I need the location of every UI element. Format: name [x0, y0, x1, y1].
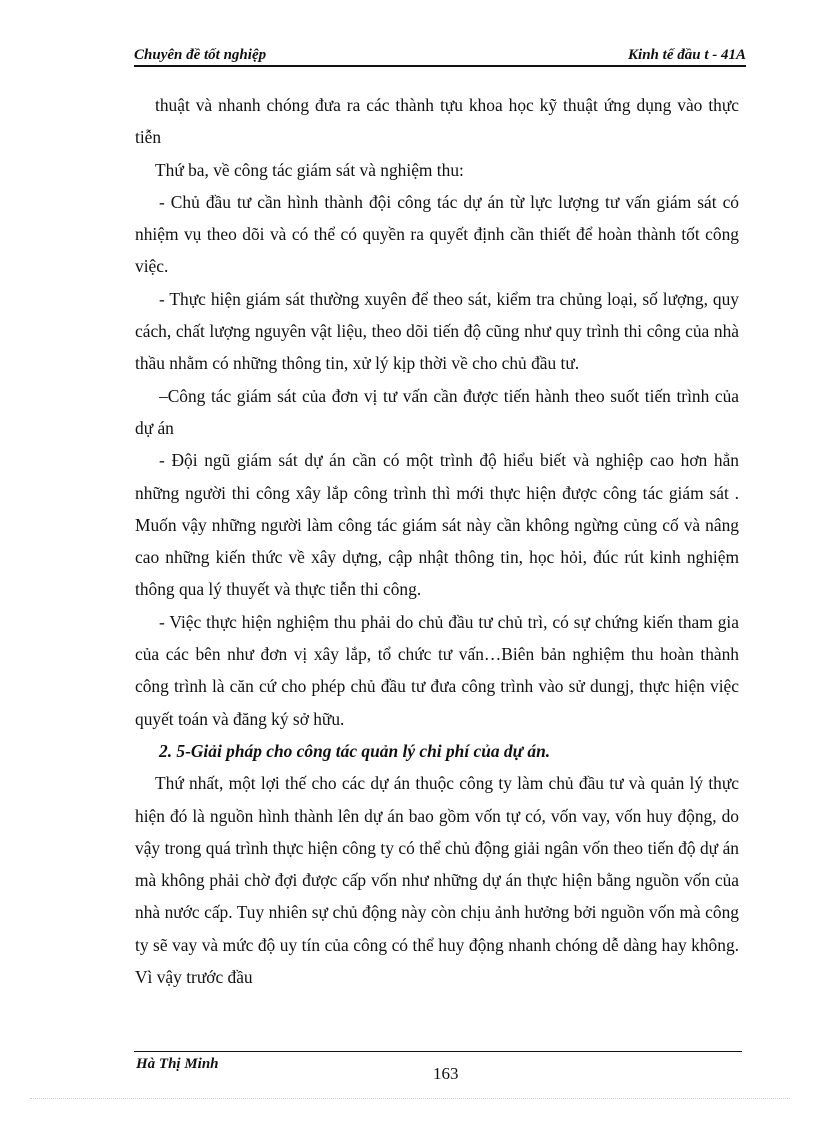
page-edge-divider	[30, 1098, 790, 1099]
paragraph-3: - Chủ đầu tư cần hình thành đội công tác dự án từ lực lượng tư vấn giám sát có nhiệm vụ theo dõi và có thể có quyền ra quyết định cần thiết để hoàn thành tốt công việc.	[135, 191, 739, 277]
footer-author: Hà Thị Minh	[136, 1056, 219, 1072]
document-body	[135, 89, 739, 993]
section-heading: 2. 5-Giải pháp cho công tác quản lý chi phí của dự án.	[159, 740, 551, 761]
paragraph-6: - Đội ngũ giám sát dự án cần có một trình độ hiểu biết và nghiệp cao hơn hẳn những người thi công xây lắp công trình thì mới thực hiện được công tác giám sát . Muốn vậy những người làm công tác giám sát này cần không ngừng củng cố và nâng cao những kiến thức về xây dựng, cập nhật thông tin, học hỏi, đúc rút kinh nghiệm thông qua lý thuyết và thực tiễn thi công.	[135, 450, 739, 600]
paragraph-7: - Việc thực hiện nghiệm thu phải do chủ đầu tư chủ trì, có sự chứng kiến tham gia của các bên như đơn vị xây lắp, tổ chức tư vấn…Biên bản nghiệm thu hoàn thành công trình là căn cứ cho phép chủ đầu tư đưa công trình vào sử dungj, thực hiện việc quyết toán và đăng ký sở hữu.	[135, 611, 739, 729]
footer-divider	[134, 1051, 742, 1052]
paragraph-1: thuật và nhanh chóng đưa ra các thành tựu khoa học kỹ thuật ứng dụng vào thực tiễn	[135, 95, 739, 148]
paragraph-8: Thứ nhất, một lợi thế cho các dự án thuộc công ty làm chủ đầu tư và quản lý thực hiện đó là nguồn hình thành lên dự án bao gồm vốn tự có, vốn vay, vốn huy động, do vậy trong quá trình thực hiện công ty có thể chủ động giải ngân vốn theo tiến độ dự án mà không phải chờ đợi được cấp vốn như những dự án thực hiện bằng nguồn vốn của nhà nước cấp. Tuy nhiên sự chủ động này còn chịu ảnh hưởng bởi nguồn vốn mà công ty sẽ vay và mức độ uy tín của công có thể huy động nhanh chóng dễ dàng hay không. Vì vậy trước đầu	[135, 773, 739, 988]
paragraph-5: –Công tác giám sát của đơn vị tư vấn cần được tiến hành theo suốt tiến trình của dự án	[135, 385, 739, 438]
page-header	[134, 47, 746, 67]
page-number: 163	[433, 1064, 459, 1083]
header-title-left: Chuyên đề tốt nghiệp	[134, 47, 267, 63]
header-title-right: Kinh tế đầu t - 41A	[628, 47, 746, 63]
paragraph-4: - Thực hiện giám sát thường xuyên để theo sát, kiểm tra chủng loại, số lượng, quy cách, chất lượng nguyên vật liệu, theo dõi tiến độ cũng như quy trình thi công của nhà thầu nhằm có những thông tin, xử lý kịp thời về cho chủ đầu tư.	[135, 288, 739, 374]
paragraph-2: Thứ ba, về công tác giám sát và nghiệm thu:	[155, 159, 464, 180]
